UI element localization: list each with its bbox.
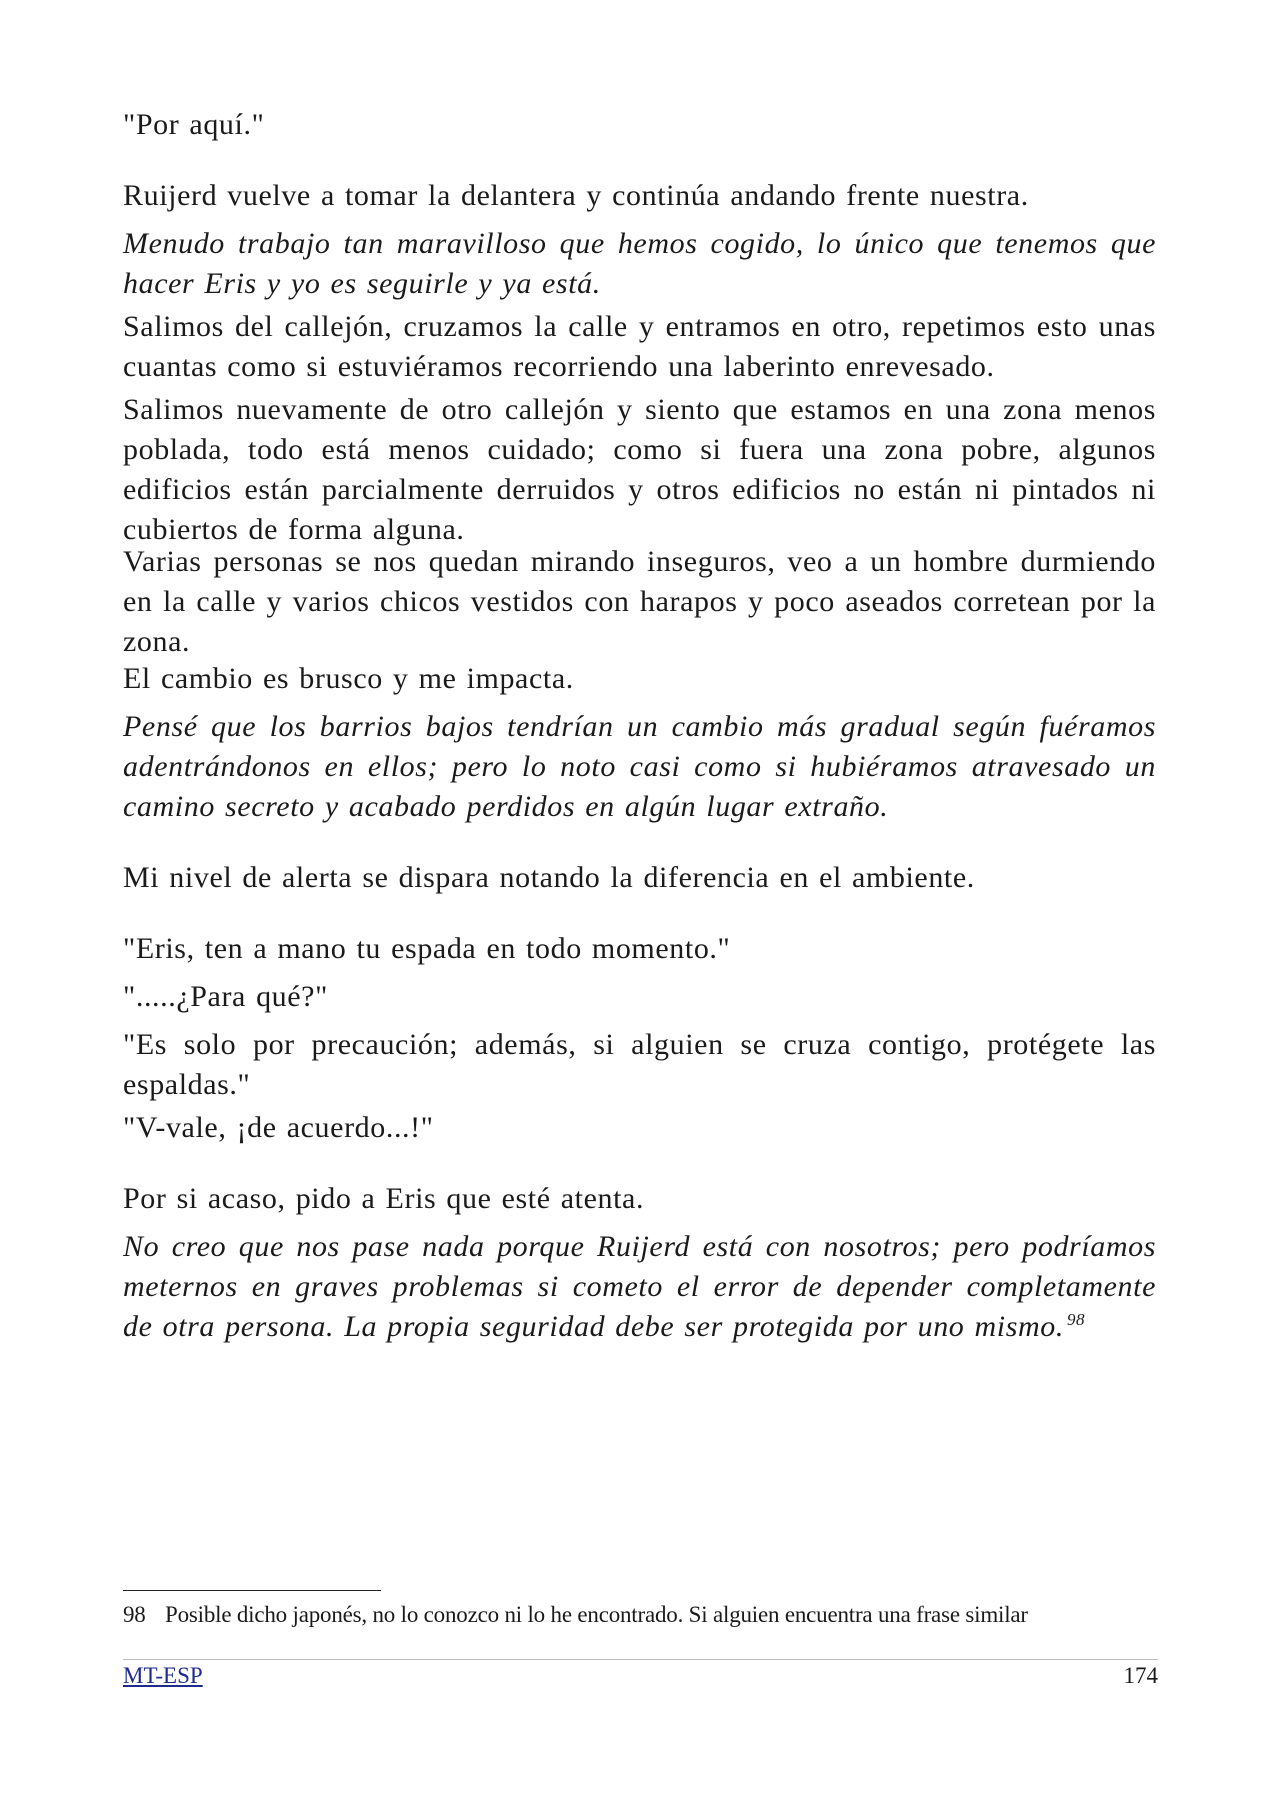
- narration-paragraph: El cambio es brusco y me impacta.: [123, 662, 574, 695]
- narration-paragraph: Salimos del callejón, cruzamos la calle y entramos en otro, repetimos esto unas cuantas como si estuviéramos recorriendo una laberinto enrevesado.: [123, 310, 1156, 383]
- inner-thought-text: No creo que nos pase nada porque Ruijerd está con nosotros; pero podríamos meternos en graves problemas si cometo el error de depender completamente de otra persona. La propia seguridad debe ser protegida por uno mismo.: [123, 1230, 1156, 1343]
- dialogue-line: "Eris, ten a mano tu espada en todo momento.": [123, 932, 731, 965]
- narration-paragraph: Por si acaso, pido a Eris que esté atenta.: [123, 1182, 645, 1215]
- narration-paragraph: Mi nivel de alerta se dispara notando la diferencia en el ambiente.: [123, 861, 975, 894]
- dialogue-line: ".....¿Para qué?": [123, 980, 328, 1013]
- document-page: [123, 0, 1156, 1811]
- narration-paragraph: Varias personas se nos quedan mirando inseguros, veo a un hombre durmiendo en la calle y varios chicos vestidos con harapos y poco aseados corretean por la zona.: [123, 545, 1156, 658]
- footnote-reference[interactable]: 98: [1066, 1310, 1086, 1329]
- footer-divider: [123, 1659, 1158, 1660]
- narration-paragraph: Salimos nuevamente de otro callejón y siento que estamos en una zona menos poblada, todo está menos cuidado; como si fuera una zona pobre, algunos edificios están parcialmente derruidos y otros edificios no están ni pintados ni cubiertos de forma alguna.: [123, 393, 1156, 546]
- inner-thought-paragraph: [123, 1227, 1156, 1347]
- footnote-divider: [123, 1590, 381, 1591]
- inner-thought-paragraph: Menudo trabajo tan maravilloso que hemos cogido, lo único que tenemos que hacer Eris y yo es seguirle y ya está.: [123, 227, 1156, 300]
- inner-thought-paragraph: Pensé que los barrios bajos tendrían un cambio más gradual según fuéramos adentrándonos en ellos; pero lo noto casi como si hubiéramos atravesado un camino secreto y acabado perdidos en algún lugar extraño.: [123, 710, 1156, 823]
- dialogue-line: "Es solo por precaución; además, si alguien se cruza contigo, protégete las espaldas.": [123, 1028, 1156, 1101]
- narration-paragraph: Ruijerd vuelve a tomar la delantera y continúa andando frente nuestra.: [123, 179, 1029, 212]
- dialogue-line: "V-vale, ¡de acuerdo...!": [123, 1111, 434, 1144]
- page-number: 174: [1123, 1663, 1158, 1688]
- dialogue-line: "Por aquí.": [123, 108, 265, 141]
- footnote: [123, 1598, 1163, 1632]
- footer-site-link[interactable]: MT-ESP: [123, 1663, 203, 1688]
- footnote-number: 98: [123, 1602, 146, 1627]
- footnote-text: Posible dicho japonés, no lo conozco ni lo he encontrado. Si alguien encuentra una frase similar: [165, 1602, 1028, 1627]
